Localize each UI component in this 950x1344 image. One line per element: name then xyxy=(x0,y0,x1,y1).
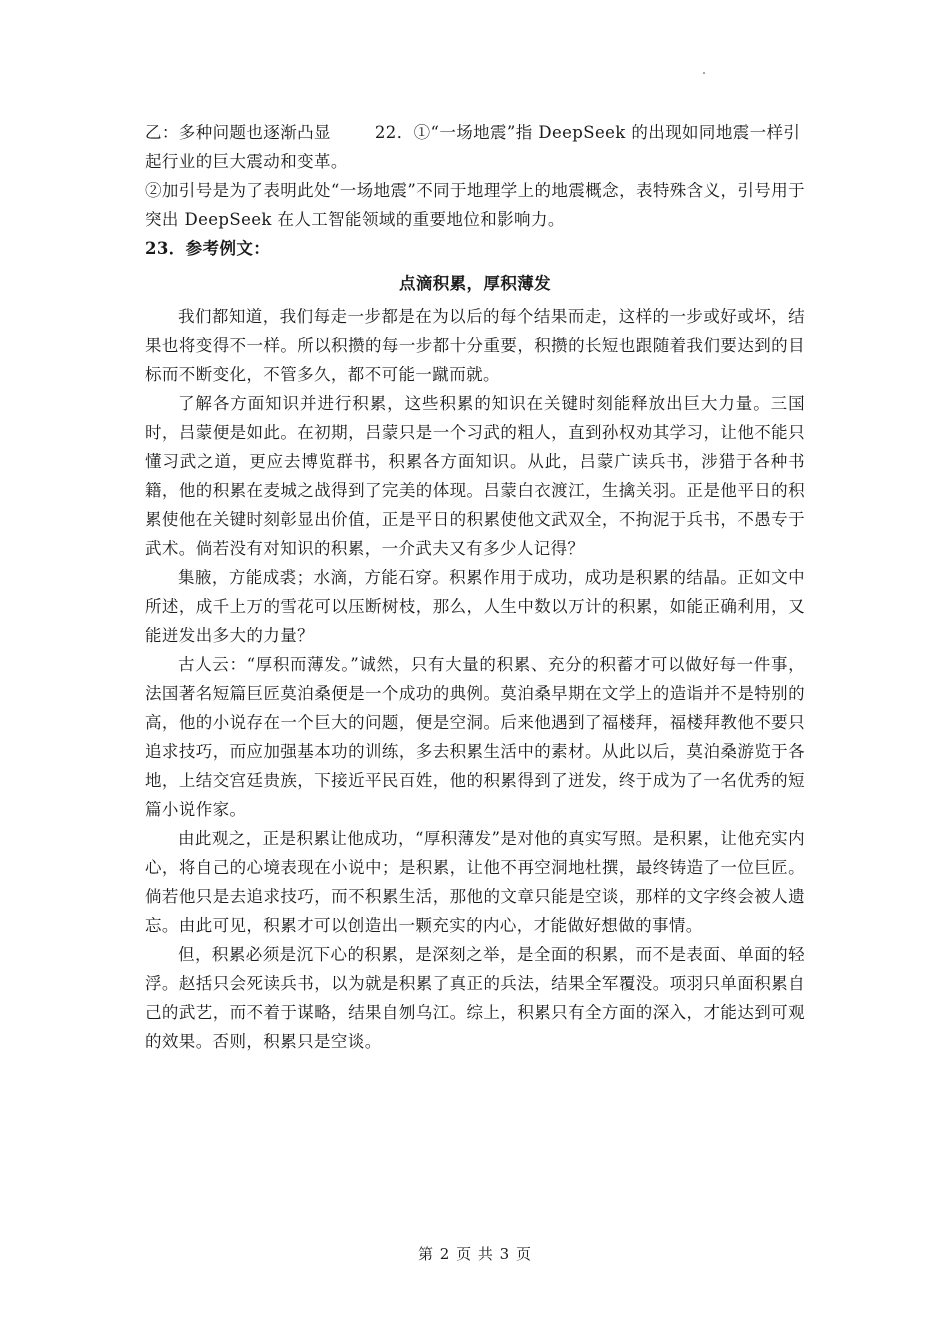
essay-paragraph-5: 由此观之，正是积累让他成功，“厚积薄发”是对他的真实写照。是积累，让他充实内心，将自己的心境表现在小说中；是积累，让他不再空洞地杜撰，最终铸造了一位巨匠。倘若他只是去追求技巧，而不积累生活，那他的文章只能是空谈，那样的文字终会被人遗忘。由此可见，积累才可以创造出一颗充实的内心，才能做好想做的事情。 xyxy=(145,829,805,935)
essay-paragraph-3: 集腋，方能成裘；水滴，方能石穿。积累作用于成功，成功是积累的结晶。正如文中所述，成千上万的雪花可以压断树枝，那么，人生中数以万计的积累，如能正确利用，又能迸发出多大的力量？ xyxy=(145,568,805,645)
essay-paragraph-2: 了解各方面知识并进行积累，这些积累的知识在关键时刻能释放出巨大力量。三国时，吕蒙便是如此。在初期，吕蒙只是一个习武的粗人，直到孙权劝其学习，让他不能只懂习武之道，更应去博览群书，积累各方面知识。从此，吕蒙广读兵书，涉猎于各种书籍，他的积累在麦城之战得到了完美的体现。吕蒙白衣渡江，生擒关羽。正是他平日的积累使他在关键时刻彰显出价值，正是平日的积累使他文武双全，不拘泥于兵书，不愚专于武术。倘若没有对知识的积累，一介武夫又有多少人记得？ xyxy=(145,394,805,558)
answer-22-part1: 22．①“一场地震”指 DeepSeek 的出现如同地震一样引 xyxy=(374,123,801,142)
answer-yi: 乙：多种问题也逐渐凸显 xyxy=(145,123,331,142)
essay-paragraph-6: 但，积累必须是沉下心的积累，是深刻之举，是全面的积累，而不是表面、单面的轻浮。赵括只会死读兵书，以为就是积累了真正的兵法，结果全军覆没。项羽只单面积累自己的武艺，而不着于谋略，结果自刎乌江。综上，积累只有全方面的深入，才能达到可观的效果。否则，积累只是空谈。 xyxy=(145,945,805,1051)
stray-dot xyxy=(703,72,705,74)
document-body xyxy=(145,118,805,1056)
essay-paragraph-4: 古人云：“厚积而薄发。”诚然，只有大量的积累、充分的积蓄才可以做好每一件事，法国著名短篇巨匠莫泊桑便是一个成功的典例。莫泊桑早期在文学上的造诣并不是特别的高，他的小说存在一个巨大的问题，便是空洞。后来他遇到了福楼拜，福楼拜教他不要只追求技巧，而应加强基本功的训练，多去积累生活中的素材。从此以后，莫泊桑游览于各地，上结交宫廷贵族，下接近平民百姓，他的积累得到了迸发，终于成为了一名优秀的短篇小说作家。 xyxy=(145,655,805,819)
answer-line-1 xyxy=(145,118,805,147)
q23-heading: 23．参考例文： xyxy=(145,239,271,258)
answer-22-part1-cont: 起行业的巨大震动和变革。 xyxy=(145,152,348,171)
answer-22-part2: ②加引号是为了表明此处“一场地震”不同于地理学上的地震概念，表特殊含义，引号用于突出 DeepSeek 在人工智能领域的重要地位和影响力。 xyxy=(145,181,805,229)
essay-title: 点滴积累，厚积薄发 xyxy=(398,274,552,293)
essay-paragraph-1: 我们都知道，我们每走一步都是在为以后的每个结果而走，这样的一步或好或坏，结果也将变得不一样。所以积攒的每一步都十分重要，积攒的长短也跟随着我们要达到的目标而不断变化，不管多久，都不可能一蹴而就。 xyxy=(145,307,805,384)
page-footer: 第 2 页 共 3 页 xyxy=(418,1245,532,1263)
